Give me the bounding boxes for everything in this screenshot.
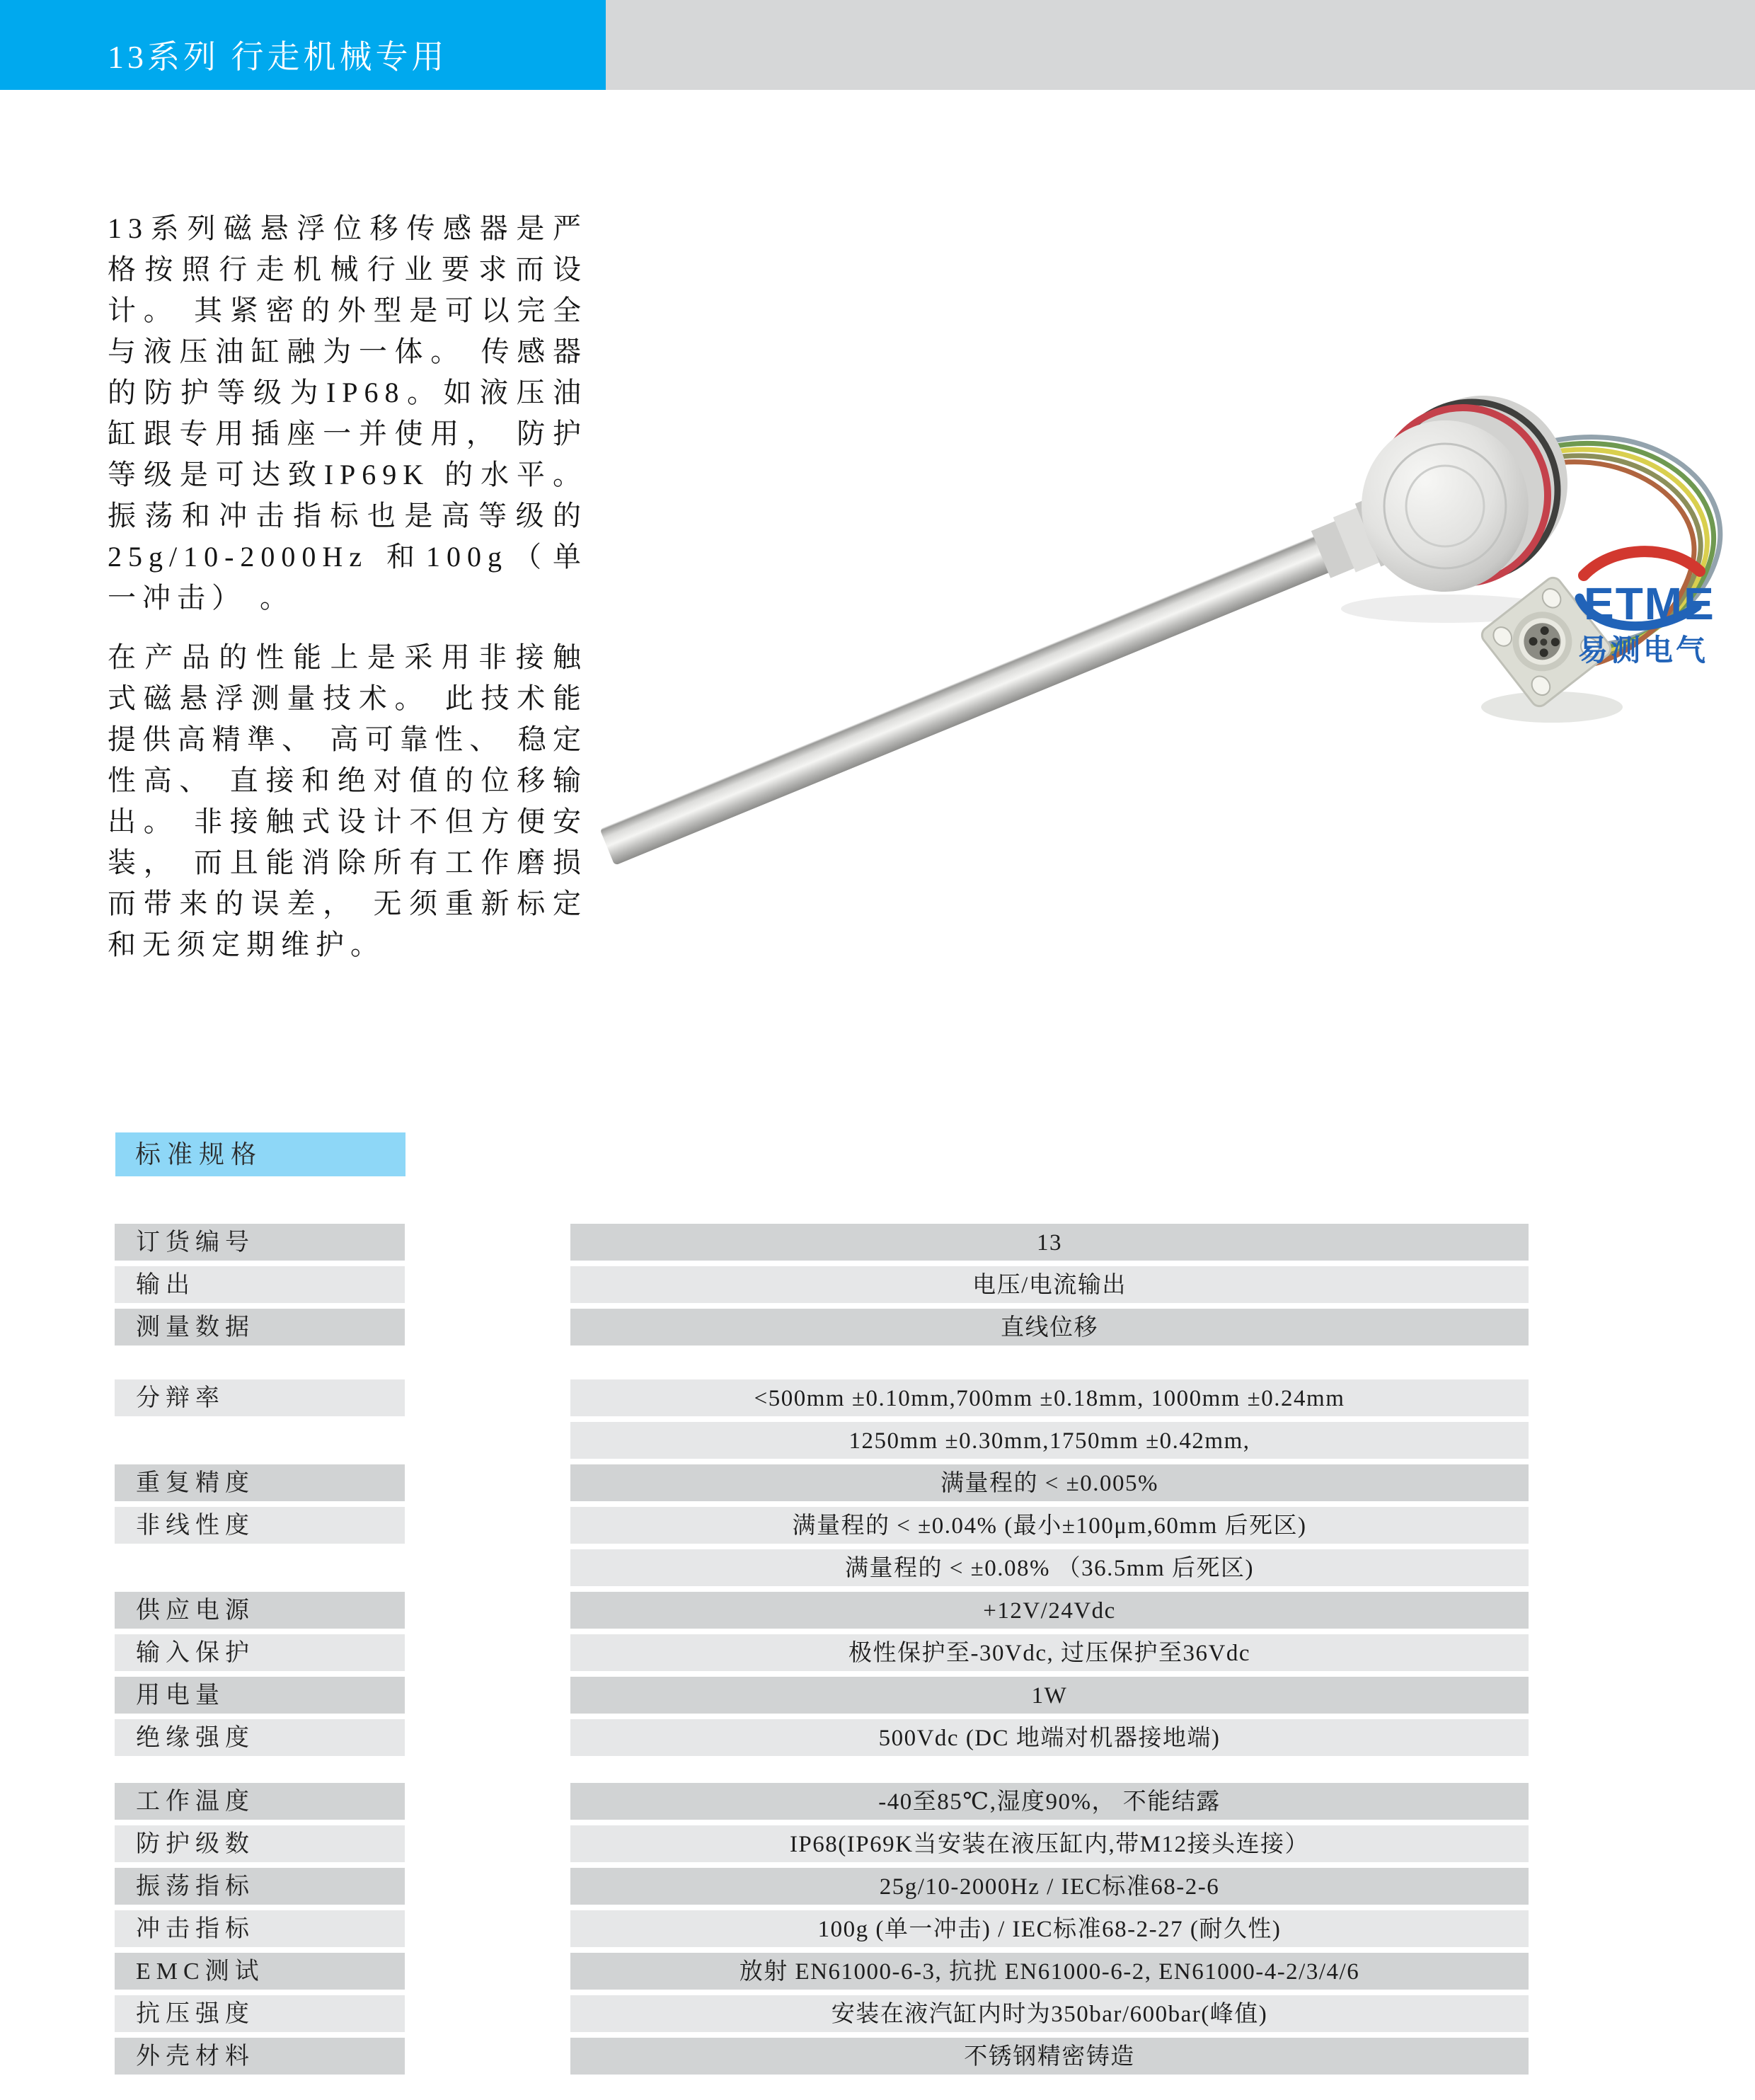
spec-label: 工作温度: [115, 1783, 405, 1820]
spec-label: 防护级数: [115, 1825, 405, 1862]
spec-value: -40至85℃,湿度90%， 不能结露: [570, 1783, 1529, 1820]
table-row: [115, 1910, 1529, 1947]
page-title: 13系列 行走机械专用: [108, 39, 448, 75]
table-row: [115, 1677, 1529, 1714]
table-row: [115, 1868, 1529, 1905]
header-side-block: [606, 0, 1755, 90]
intro-paragraph-2: 在产品的性能上是采用非接触式磁悬浮测量技术。 此技术能提供高精準、 高可靠性、 稳定性高、 直接和绝对值的位移输出。 非接触式设计不但方便安装， 而且能消除所有工作磨损而带来的误差， 无须重新标定和无须定期维护。: [108, 641, 587, 960]
spec-group-3: [115, 1783, 1529, 2080]
intro-paragraph-1: 13系列磁悬浮位移传感器是严格按照行走机械行业要求而设计。 其紧密的外型是可以完全与液压油缸融为一体。 传感器的防护等级为IP68。如液压油缸跟专用插座一并使用， 防护等级是可达致IP69K 的水平。振荡和冲击指标也是高等级的25g/10-2000Hz 和100g（单一冲击） 。: [108, 212, 587, 614]
section-header: [115, 1132, 405, 1176]
spec-label: 订货编号: [115, 1224, 405, 1261]
spec-value: 1W: [570, 1677, 1529, 1714]
table-row: [115, 1309, 1529, 1346]
spec-label: 测量数据: [115, 1309, 405, 1346]
table-row: [115, 1507, 1529, 1544]
spec-label: 绝缘强度: [115, 1719, 405, 1756]
table-row: [115, 1995, 1529, 2032]
spec-value: 直线位移: [570, 1309, 1529, 1346]
spec-value: 满量程的 < ±0.08% （36.5mm 后死区): [570, 1549, 1529, 1586]
spec-label: 外壳材料: [115, 2038, 405, 2075]
spec-value: 放射 EN61000-6-3, 抗扰 EN61000-6-2, EN61000-4-2/3/4/6: [570, 1953, 1529, 1990]
logo-brand-cn-text: 易测电气: [1578, 633, 1709, 667]
spec-value: 100g (单一冲击) / IEC标准68-2-27 (耐久性): [570, 1910, 1529, 1947]
brand-logo: [1578, 551, 1715, 667]
spec-label: 非线性度: [115, 1507, 405, 1544]
table-row: [115, 2038, 1529, 2075]
logo-brand-text: ETME: [1584, 578, 1715, 629]
table-row: [115, 1719, 1529, 1756]
table-row: [115, 1266, 1529, 1303]
intro-text: [108, 208, 587, 984]
spec-value: 极性保护至-30Vdc, 过压保护至36Vdc: [570, 1634, 1529, 1671]
spec-value: 500Vdc (DC 地端对机器接地端): [570, 1719, 1529, 1756]
spec-label: 输入保护: [115, 1634, 405, 1671]
sensor-head: [1362, 396, 1567, 592]
section-title: 标准规格: [135, 1140, 263, 1169]
header-bar: [0, 0, 606, 90]
table-row: [115, 1953, 1529, 1990]
table-row: [115, 1224, 1529, 1261]
spec-value: 满量程的 < ±0.005%: [570, 1464, 1529, 1501]
spec-label: 供应电源: [115, 1592, 405, 1629]
spec-value: 安装在液汽缸内时为350bar/600bar(峰值): [570, 1995, 1529, 2032]
sensor-rod: [594, 486, 1425, 879]
spec-label: 用电量: [115, 1677, 405, 1714]
spec-value: 1250mm ±0.30mm,1750mm ±0.42mm,: [570, 1422, 1529, 1459]
spec-label: 振荡指标: [115, 1868, 405, 1905]
spec-label: EMC测试: [115, 1953, 405, 1990]
table-row: [115, 1592, 1529, 1629]
table-row: [115, 1422, 1529, 1459]
spec-label: 重复精度: [115, 1464, 405, 1501]
table-row: [115, 1783, 1529, 1820]
spec-value: 满量程的 < ±0.04% (最小±100μm,60mm 后死区): [570, 1507, 1529, 1544]
spec-label: 输出: [115, 1266, 405, 1303]
logo-swoosh-red: [1584, 551, 1700, 575]
spec-group-1: [115, 1224, 1529, 1351]
spec-value: <500mm ±0.10mm,700mm ±0.18mm, 1000mm ±0.24mm: [570, 1379, 1529, 1416]
product-photo: [587, 386, 1727, 892]
table-row: [115, 1464, 1529, 1501]
spec-value: 电压/电流输出: [570, 1266, 1529, 1303]
spec-value: 13: [570, 1224, 1529, 1261]
spec-label: 冲击指标: [115, 1910, 405, 1947]
spec-value: 不锈钢精密铸造: [570, 2038, 1529, 2075]
table-row: [115, 1379, 1529, 1416]
spec-value: 25g/10-2000Hz / IEC标准68-2-6: [570, 1868, 1529, 1905]
spec-label: 分辩率: [115, 1379, 405, 1416]
spec-value: +12V/24Vdc: [570, 1592, 1529, 1629]
spec-label: 抗压强度: [115, 1995, 405, 2032]
table-row: [115, 1825, 1529, 1862]
spec-group-2: [115, 1379, 1529, 1762]
spec-value: IP68(IP69K当安装在液压缸内,带M12接头连接）: [570, 1825, 1529, 1862]
table-row: [115, 1634, 1529, 1671]
table-row: [115, 1549, 1529, 1586]
